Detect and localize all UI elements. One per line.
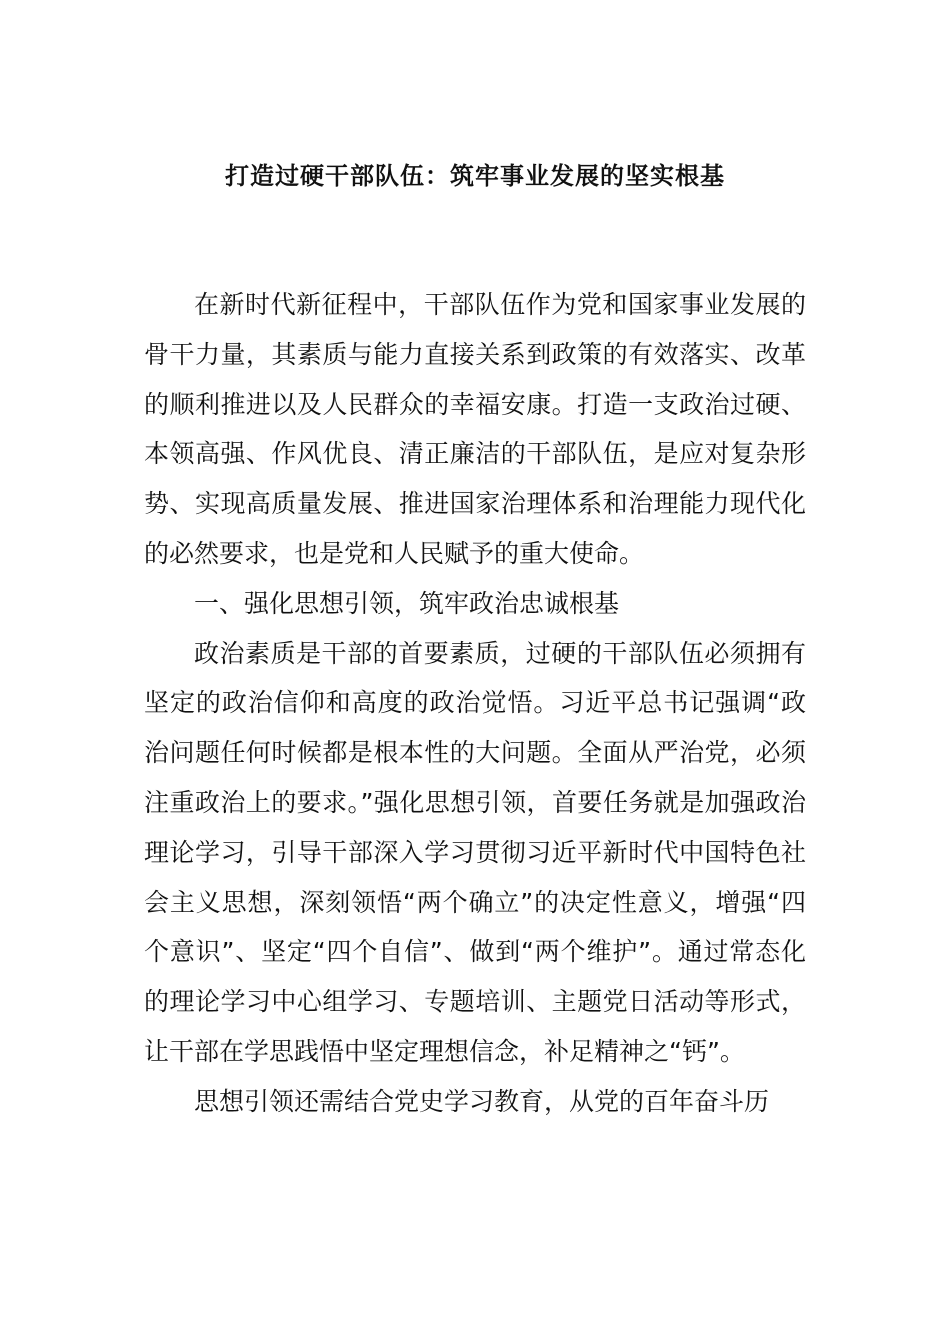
document-body <box>144 280 806 1127</box>
section-heading-1: 一、强化思想引领，筑牢政治忠诚根基 <box>194 588 620 618</box>
document-title: 打造过硬干部队伍：筑牢事业发展的坚实根基 <box>225 162 725 190</box>
section-1-paragraph-1: 政治素质是干部的首要素质，过硬的干部队伍必须拥有坚定的政治信仰和高度的政治觉悟。习近平总书记强调“政治问题任何时候都是根本性的大问题。全面从严治党，必须注重政治上的要求。”强化思想引领，首要任务就是加强政治理论学习，引导干部深入学习贯彻习近平新时代中国特色社会主义思想，深刻领悟“两个确立”的决定性意义，增强“四个意识”、坚定“四个自信”、做到“两个维护”。通过常态化的理论学习中心组学习、专题培训、主题党日活动等形式，让干部在学思践悟中坚定理想信念，补足精神之“钙”。 <box>144 638 806 1066</box>
section-1-paragraph-2: 思想引领还需结合党史学习教育，从党的百年奋斗历 <box>194 1086 770 1116</box>
intro-paragraph: 在新时代新征程中，干部队伍作为党和国家事业发展的骨干力量，其素质与能力直接关系到政策的有效落实、改革的顺利推进以及人民群众的幸福安康。打造一支政治过硬、本领高强、作风优良、清正廉洁的干部队伍，是应对复杂形势、实现高质量发展、推进国家治理体系和治理能力现代化的必然要求，也是党和人民赋予的重大使命。 <box>144 290 806 568</box>
